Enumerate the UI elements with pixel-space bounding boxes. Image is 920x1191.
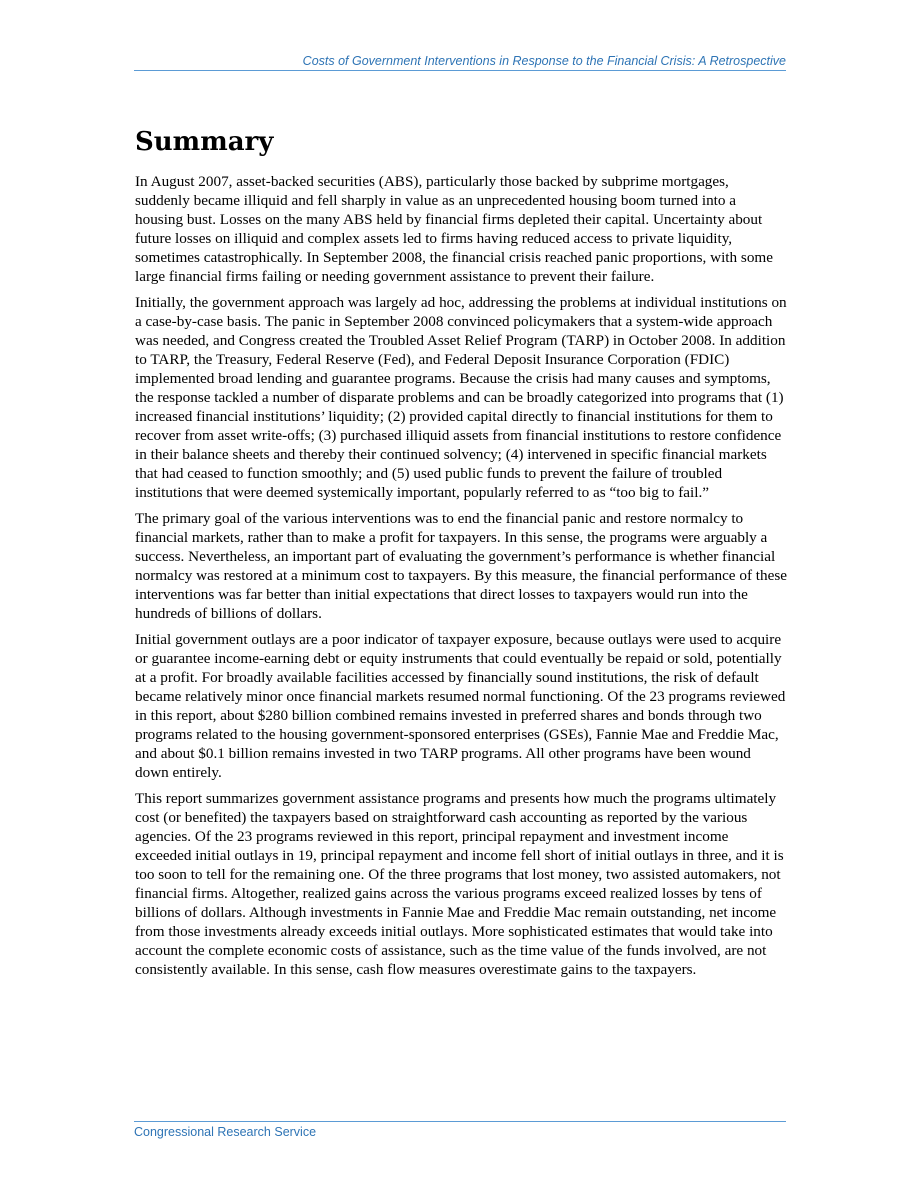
paragraph-5: This report summarizes government assistance programs and presents how much the programs ultimately cost (or benefited) the taxpayers based on straightforward cash accounting as reported by the various agencies. Of the 23 programs reviewed in this report, principal repayment and investment income exceeded initial outlays in 19, principal repayment and income fell short of initial outlays in three, and it is too soon to tell for the remaining one. Of the three programs that lost money, two assisted automakers, not financial firms. Altogether, realized gains across the various programs exceed realized losses by tens of billions of dollars. Although investments in Fannie Mae and Freddie Mac remain outstanding, net income from those investments already exceeds initial outlays. More sophisticated estimates that would take into account the complete economic costs of assistance, such as the time value of the funds involved, are not consistently available. In this sense, cash flow measures overestimate gains to the taxpayers. (135, 790, 784, 978)
running-header-title: Costs of Government Interventions in Response to the Financial Crisis: A Retrospective (302, 54, 786, 68)
paragraph-4: Initial government outlays are a poor indicator of taxpayer exposure, because outlays were used to acquire or guarantee income-earning debt or equity instruments that could eventually be repaid or sold, potentially at a profit. For broadly available facilities accessed by financially sound institutions, the risk of default became relatively minor once financial markets resumed normal functioning. Of the 23 programs reviewed in this report, about $280 billion combined remains invested in preferred shares and bonds through two programs related to the housing government-sponsored enterprises (GSEs), Fannie Mae and Freddie Mac, and about $0.1 billion remains invested in two TARP programs. All other programs have been wound down entirely. (135, 631, 786, 781)
paragraph-1: In August 2007, asset-backed securities (ABS), particularly those backed by subprime mortgages, suddenly became illiquid and fell sharply in value as an unprecedented housing boom turned into a housing bust. Losses on the many ABS held by financial firms depleted their capital. Uncertainty about future losses on illiquid and complex assets led to firms having reduced access to private liquidity, sometimes catastrophically. In September 2008, the financial crisis reached panic proportions, with some large financial firms failing or needing government assistance to prevent their failure. (135, 173, 773, 285)
main-content (135, 123, 787, 986)
paragraph-2: Initially, the government approach was largely ad hoc, addressing the problems at individual institutions on a case-by-case basis. The panic in September 2008 convinced policymakers that a system-wide approach was needed, and Congress created the Troubled Asset Relief Program (TARP) in October 2008. In addition to TARP, the Treasury, Federal Reserve (Fed), and Federal Deposit Insurance Corporation (FDIC) implemented broad lending and guarantee programs. Because the crisis had many causes and symptoms, the response tackled a number of disparate problems and can be broadly categorized into programs that (1) increased financial institutions’ liquidity; (2) provided capital directly to financial institutions for them to recover from asset write-offs; (3) purchased illiquid assets from financial institutions to restore confidence in their balance sheets and thereby their continued solvency; (4) intervened in specific financial markets that had ceased to function smoothly; and (5) used public funds to prevent the failure of troubled institutions that were deemed systemically important, popularly referred to as “too big to fail.” (135, 294, 787, 501)
running-footer (134, 1121, 786, 1140)
footer-organization: Congressional Research Service (134, 1125, 317, 1139)
section-heading: Summary (135, 127, 274, 157)
paragraph-3: The primary goal of the various interventions was to end the financial panic and restore normalcy to financial markets, rather than to make a profit for taxpayers. In this sense, the programs were arguably a success. Nevertheless, an important part of evaluating the government’s performance is whether financial normalcy was restored at a minimum cost to taxpayers. By this measure, the financial performance of these interventions was far better than initial expectations that direct losses to taxpayers would run into the hundreds of billions of dollars. (135, 510, 788, 622)
running-header (134, 53, 786, 71)
